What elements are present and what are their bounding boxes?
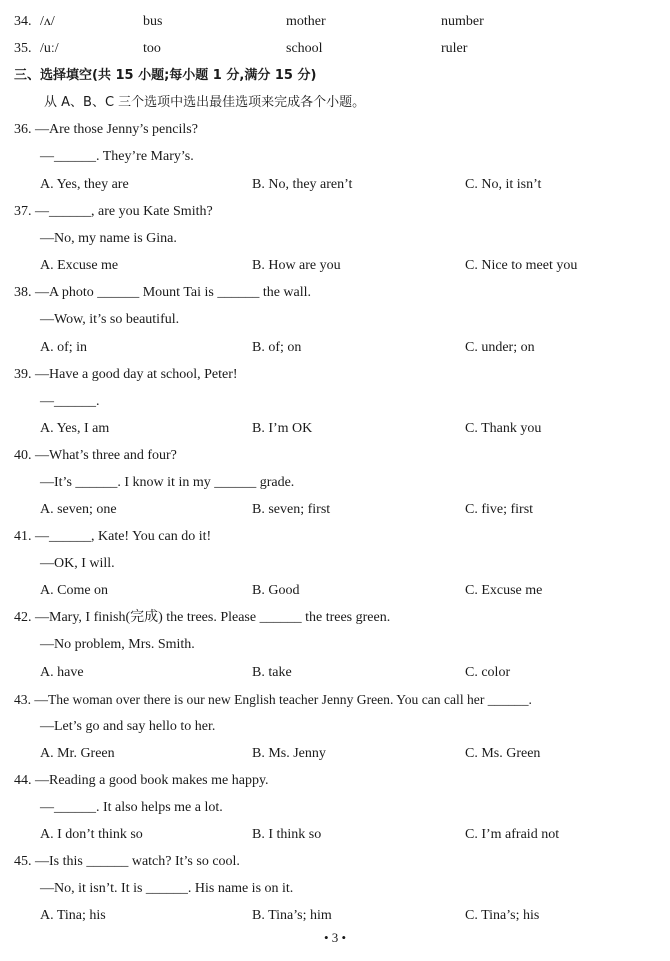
option-c: C. color xyxy=(465,665,511,680)
question-line: —No problem, Mrs. Smith. xyxy=(40,637,195,652)
question-line: —Let’s go and say hello to her. xyxy=(40,719,216,734)
option-a: A. Yes, I am xyxy=(40,421,110,436)
phonetic-word: school xyxy=(286,41,323,56)
question-line: 41. —______, Kate! You can do it! xyxy=(14,529,212,544)
phonetic-symbol: /ʌ/ xyxy=(40,14,55,29)
option-a: A. have xyxy=(40,665,84,680)
option-c: C. Nice to meet you xyxy=(465,258,578,273)
question-line: —______. It also helps me a lot. xyxy=(40,800,223,815)
option-b: B. Good xyxy=(252,583,300,598)
question-line: 36. —Are those Jenny’s pencils? xyxy=(14,122,198,137)
option-a: A. Mr. Green xyxy=(40,746,115,761)
phonetic-word: number xyxy=(441,14,484,29)
option-c: C. under; on xyxy=(465,340,535,355)
phonetic-word: bus xyxy=(143,14,163,29)
option-a: A. I don’t think so xyxy=(40,827,143,842)
page-number: • 3 • xyxy=(323,930,347,945)
phonetic-word: ruler xyxy=(441,41,468,56)
option-b: B. No, they aren’t xyxy=(252,177,353,192)
option-b: B. seven; first xyxy=(252,502,331,517)
option-a: A. Yes, they are xyxy=(40,177,129,192)
section-title: 三、选择填空(共 15 小题;每小题 1 分,满分 15 分) xyxy=(14,68,317,83)
question-line: 38. —A photo ______ Mount Tai is ______ the wall. xyxy=(14,285,312,300)
question-line: —No, it isn’t. It is ______. His name is on it. xyxy=(40,881,294,896)
question-line: —No, my name is Gina. xyxy=(40,231,177,246)
phonetic-number: 35. xyxy=(14,41,32,56)
question-line: —______. xyxy=(40,394,100,409)
question-line: 37. —______, are you Kate Smith? xyxy=(14,204,213,219)
question-line: —______. They’re Mary’s. xyxy=(40,149,194,164)
option-c: C. Excuse me xyxy=(465,583,543,598)
question-line: —OK, I will. xyxy=(40,556,115,571)
option-a: A. Tina; his xyxy=(40,908,106,923)
question-line: 40. —What’s three and four? xyxy=(14,448,177,463)
section-instruction: 从 A、B、C 三个选项中选出最佳选项来完成各个小题。 xyxy=(44,95,366,110)
option-a: A. seven; one xyxy=(40,502,117,517)
option-b: B. How are you xyxy=(252,258,341,273)
option-a: A. Come on xyxy=(40,583,109,598)
question-line: —It’s ______. I know it in my ______ grade. xyxy=(40,475,295,490)
phonetic-word: too xyxy=(143,41,161,56)
option-b: B. of; on xyxy=(252,340,302,355)
option-a: A. of; in xyxy=(40,340,88,355)
option-c: C. Thank you xyxy=(465,421,542,436)
option-b: B. I’m OK xyxy=(252,421,313,436)
option-b: B. take xyxy=(252,665,292,680)
option-a: A. Excuse me xyxy=(40,258,119,273)
question-line: 39. —Have a good day at school, Peter! xyxy=(14,367,238,382)
question-line: —Wow, it’s so beautiful. xyxy=(40,312,180,327)
option-c: C. Tina’s; his xyxy=(465,908,540,923)
option-c: C. No, it isn’t xyxy=(465,177,542,192)
option-b: B. Tina’s; him xyxy=(252,908,332,923)
option-c: C. Ms. Green xyxy=(465,746,541,761)
question-line: 42. —Mary, I finish(完成) the trees. Please ______ the trees green. xyxy=(14,610,391,625)
question-line: 45. —Is this ______ watch? It’s so cool. xyxy=(14,854,240,869)
option-c: C. five; first xyxy=(465,502,534,517)
phonetic-symbol: /uː/ xyxy=(40,41,59,56)
question-line: 44. —Reading a good book makes me happy. xyxy=(14,773,269,788)
option-b: B. I think so xyxy=(252,827,322,842)
question-line: 43. —The woman over there is our new English teacher Jenny Green. You can call her ______. xyxy=(14,692,532,707)
option-b: B. Ms. Jenny xyxy=(252,746,326,761)
option-c: C. I’m afraid not xyxy=(465,827,560,842)
phonetic-number: 34. xyxy=(14,14,32,29)
phonetic-word: mother xyxy=(286,14,326,29)
